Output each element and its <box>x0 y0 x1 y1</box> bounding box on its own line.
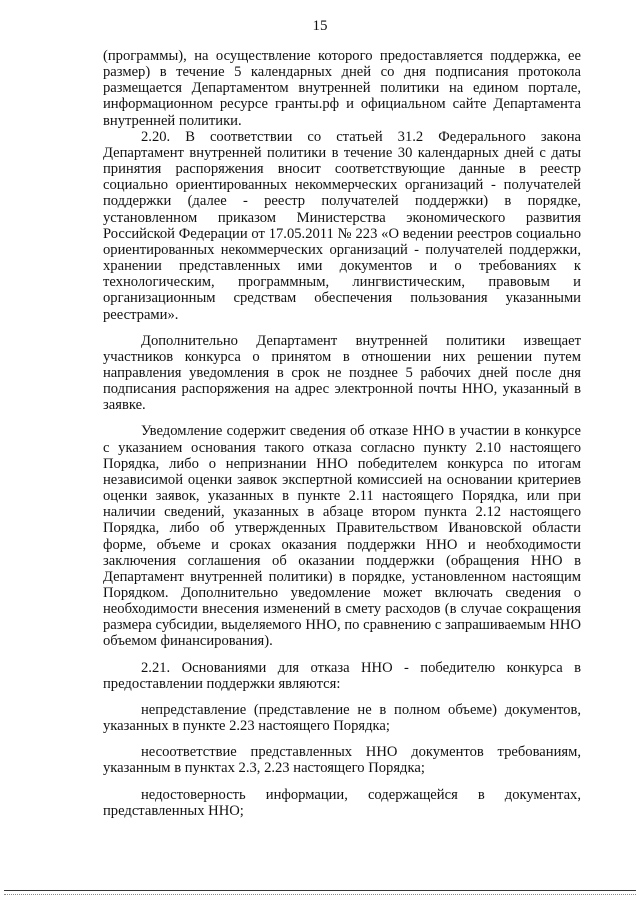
list-item: несоответствие представленных ННО документов требованиям, указанным в пунктах 2.3, 2.23 настоящего Порядка; <box>103 744 581 777</box>
footer-divider-dotted <box>4 894 636 895</box>
document-body <box>103 48 581 819</box>
page-number: 15 <box>312 18 328 34</box>
paragraph-notification: Дополнительно Департамент внутренней политики извещает участников конкурса о принятом в отношении них решении путем направления уведомления в срок не позднее 5 рабочих дней после дня подписания распоряжения на адрес электронной почты ННО, указанный в заявке. <box>103 332 581 414</box>
paragraph-2-21: 2.21. Основаниями для отказа ННО - победителю конкурса в предоставлении поддержки являются: <box>103 659 581 692</box>
list-item: непредставление (представление не в полном объеме) документов, указанных в пункте 2.23 настоящего Порядка; <box>103 701 581 735</box>
paragraph-2-20: 2.20. В соответствии со статьей 31.2 Федерального закона Департамент внутренней политики в течение 30 календарных дней с даты принятия распоряжения вносит соответствующие данные в реестр социально ориентированных некоммерческих организаций - получателей поддержки (далее - реестр получателей поддержки) в порядке, установленном приказом Министерства экономического развития Российской Федерации от 17.05.2011 № 223 «О ведении реестров социально ориентированных некоммерческих организаций - получателей поддержки, хранении представленных ими документов и о требованиях к технологическим, программным, лингвистическим, правовым и организационным средствам обеспечения пользования указанными реестрами». <box>103 128 581 323</box>
paragraph-notification-content: Уведомление содержит сведения об отказе ННО в участии в конкурсе с указанием основания такого отказа согласно пункту 2.10 настоящего Порядка, либо о непризнании ННО победителем конкурса по итогам независимой оценки заявок экспертной комиссией на основании критериев оценки заявок, указанных в пункте 2.11 настоящего Порядка, или при наличии сведений, указанных в абзаце втором пункта 2.12 настоящего Порядка, либо об утвержденных Правительством Ивановской области форме, объеме и сроках оказания поддержки ННО и необходимости заключения соглашения об оказании поддержки (обращения ННО в Департамент внутренней политики) в порядке, установленном настоящим Порядком. Дополнительно уведомление может включать сведения о необходимости внесения изменений в смету расходов (в случае сокращения размера субсидии, выделяемого ННО, по сравнению с запрашиваемым ННО объемом финансирования). <box>103 423 581 650</box>
paragraph-continuation: (программы), на осуществление которого предоставляется поддержка, ее размер) в течение 5 календарных дней со дня подписания протокола размещается Департаментом внутренней политики на едином портале, информационном ресурсе гранты.рф и официальном сайте Департамента внутренней политики. <box>103 48 581 129</box>
footer-divider <box>4 890 636 891</box>
list-item: недостоверность информации, содержащейся в документах, представленных ННО; <box>103 786 581 819</box>
